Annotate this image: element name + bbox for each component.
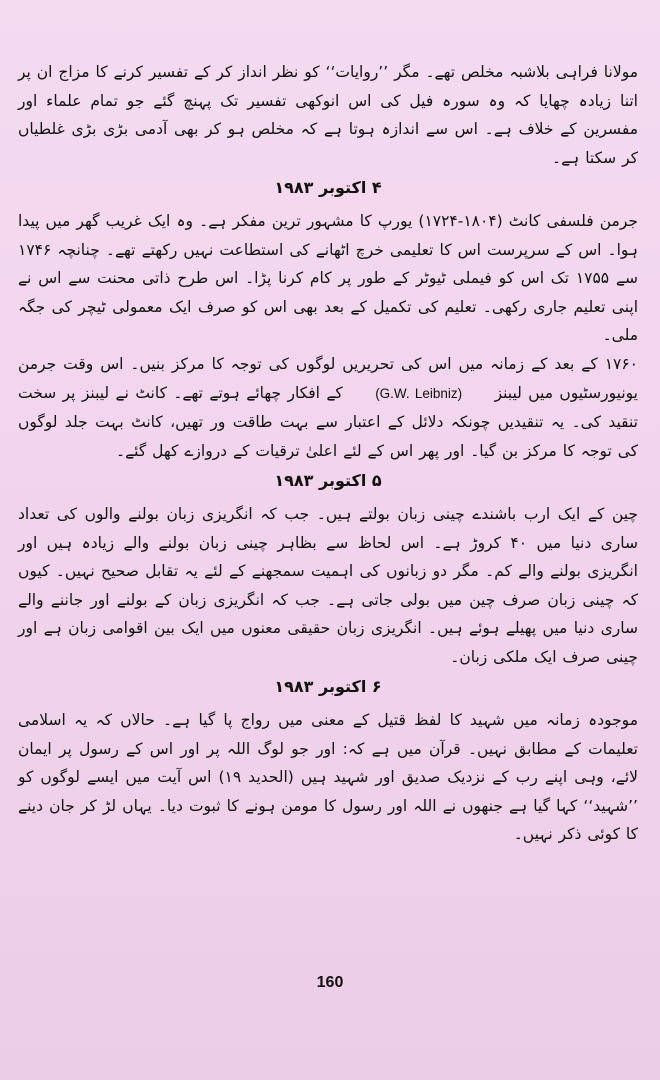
paragraph-kant-leibniz-part2: کے افکار چھائے ہوتے تھے۔ کانٹ نے لیبنز پر سخت تنقید کی۔ یہ تنقیدیں چونکہ دلائل کے اعتبار سے بہت طاقت ور تھیں، کانٹ بہت جلد لوگوں کی توجہ کا مرکز بن گیا۔ اور پھر اس کے لئے اعلیٰ ترقیات کے دروازے کھل گئے۔ xyxy=(18,383,638,460)
paragraph-farahi: مولانا فراہی بلاشبہ مخلص تھے۔ مگر ’’روایات‘‘ کو نظر انداز کر کے تفسیر کرنے کا مزاج ان پر اتنا زیادہ چھایا کہ وہ سورہ فیل کی اس انوکھی تفسیر تک پہنچ گئے جو تمام علماء اور مفسرین کے خلاف ہے۔ اس سے اندازہ ہوتا ہے کہ مخلص ہو کر بھی آدمی بڑی بڑی غلطیاں کر سکتا ہے۔ xyxy=(18,63,638,167)
leibniz-latin-name: (G.W. Leibniz) xyxy=(375,385,463,401)
paragraph-shaheed: موجودہ زمانہ میں شہید کا لفظ قتیل کے معنی میں رواج پا گیا ہے۔ حالاں کہ یہ اسلامی تعلیمات کے مطابق نہیں۔ قرآن میں ہے کہ: اور جو لوگ اللہ پر اور اس کے رسول پر ایمان لائے، وہی اپنے رب کے نزدیک صدیق اور شہید ہیں (الحدید ۱۹) اس آیت میں ایسے لوگوں کو ’’شہید‘‘ کہا گیا ہے جنھوں نے اللہ اور رسول کا مومن ہونے کا ثبوت دیا۔ یہاں لڑ کر جان دینے کا کوئی ذکر نہیں۔ xyxy=(18,711,639,844)
paragraph-kant-biography: جرمن فلسفی کانٹ (۱۸۰۴-۱۷۲۴) یورپ کا مشہور ترین مفکر ہے۔ وہ ایک غریب گھر میں پیدا ہوا۔ اس کے سرپرست اس کا تعلیمی خرچ اٹھانے کی استطاعت نہیں رکھتے تھے۔ چنانچہ ۱۷۴۶ سے ۱۷۵۵ تک اس کو فیملی ٹیوٹر کے طور پر کام کرنا پڑا۔ اس طرح ذاتی محنت سے اس نے اپنی تعلیم جاری رکھی۔ تعلیم کی تکمیل کے بعد بھی اس کو صرف ایک معمولی ٹیچر کی جگہ ملی۔ xyxy=(18,211,638,345)
diary-date-heading: ۴ اکتوبر ۱۹۸۳ xyxy=(274,178,382,198)
paragraph-kant-leibniz xyxy=(18,350,638,465)
diary-date-heading: ۵ اکتوبر ۱۹۸۳ xyxy=(274,471,382,491)
diary-date-heading: ۶ اکتوبر ۱۹۸۳ xyxy=(274,677,382,697)
page-number: 160 xyxy=(316,974,344,991)
page-body-text xyxy=(18,58,638,849)
paragraph-kant-leibniz-part1: ۱۷۶۰ کے بعد کے زمانہ میں اس کی تحریریں لوگوں کی توجہ کا مرکز بنیں۔ اس وقت جرمن یونیورسٹیوں میں لیبنز xyxy=(18,354,638,402)
paragraph-chinese-english: چین کے ایک ارب باشندے چینی زبان بولتے ہیں۔ جب کہ انگریزی زبان بولنے والوں کی تعداد ساری دنیا میں ۴۰ کروڑ ہے۔ اس لحاظ سے بظاہر چینی زبان بولنے والے زیادہ ہیں اور انگریزی بولنے والے کم۔ مگر دو زبانوں کی اہمیت سمجھنے کے لئے یہ تقابل صحیح نہیں۔ کیوں کہ چینی زبان صرف چین میں بولی جاتی ہے۔ جب کہ انگریزی زبان کے بولنے اور جاننے والے ساری دنیا میں پھیلے ہوئے ہیں۔ انگریزی زبان حقیقی معنوں میں ایک بین اقوامی زبان ہے اور چینی صرف ایک ملکی زبان۔ xyxy=(18,504,638,666)
